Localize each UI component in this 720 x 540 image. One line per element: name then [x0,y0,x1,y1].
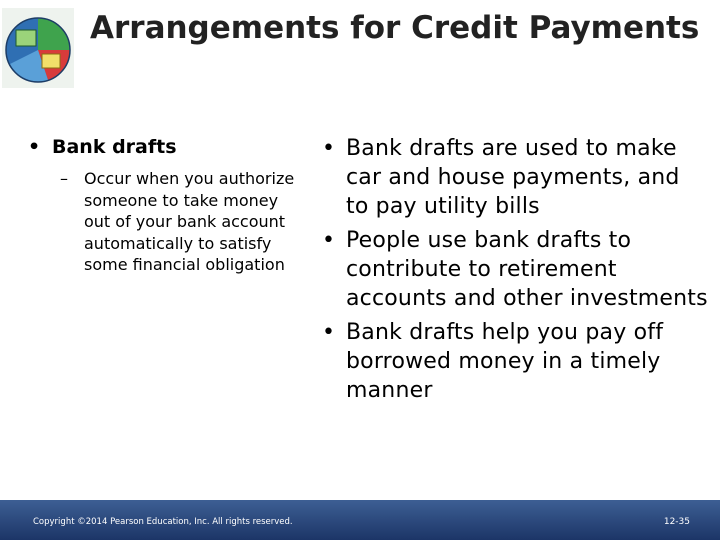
bullet-bank-drafts [28,134,308,160]
bullet-text: Bank drafts [52,136,177,158]
right-bullet-1 [318,134,708,221]
bullet-marker: • [28,136,41,158]
dash-marker: – [60,169,68,188]
right-bullet-3 [318,318,708,405]
right-bullet-text: Bank drafts help you pay off borrowed money in a timely manner [346,320,664,403]
bullet-marker: • [322,136,336,161]
copyright-text: Copyright ©2014 Pearson Education, Inc. All rights reserved. [33,517,293,527]
slide-title: Arrangements for Credit Payments [90,10,700,46]
right-column [318,134,708,410]
right-bullet-text: Bank drafts are used to make car and house payments, and to pay utility bills [346,136,680,219]
bullet-marker: • [322,320,336,345]
logo-icon [2,8,74,88]
page-number: 12-35 [663,517,690,527]
right-bullet-text: People use bank drafts to contribute to retirement accounts and other investments [346,228,708,311]
bullet-marker: • [322,228,336,253]
right-bullet-2 [318,226,708,313]
sub-bullet-text: Occur when you authorize someone to take money out of your bank account automatically to satisfy some financial obligation [84,169,295,274]
footer-bar [0,500,720,540]
sub-bullet [28,168,308,276]
left-column [28,134,308,276]
